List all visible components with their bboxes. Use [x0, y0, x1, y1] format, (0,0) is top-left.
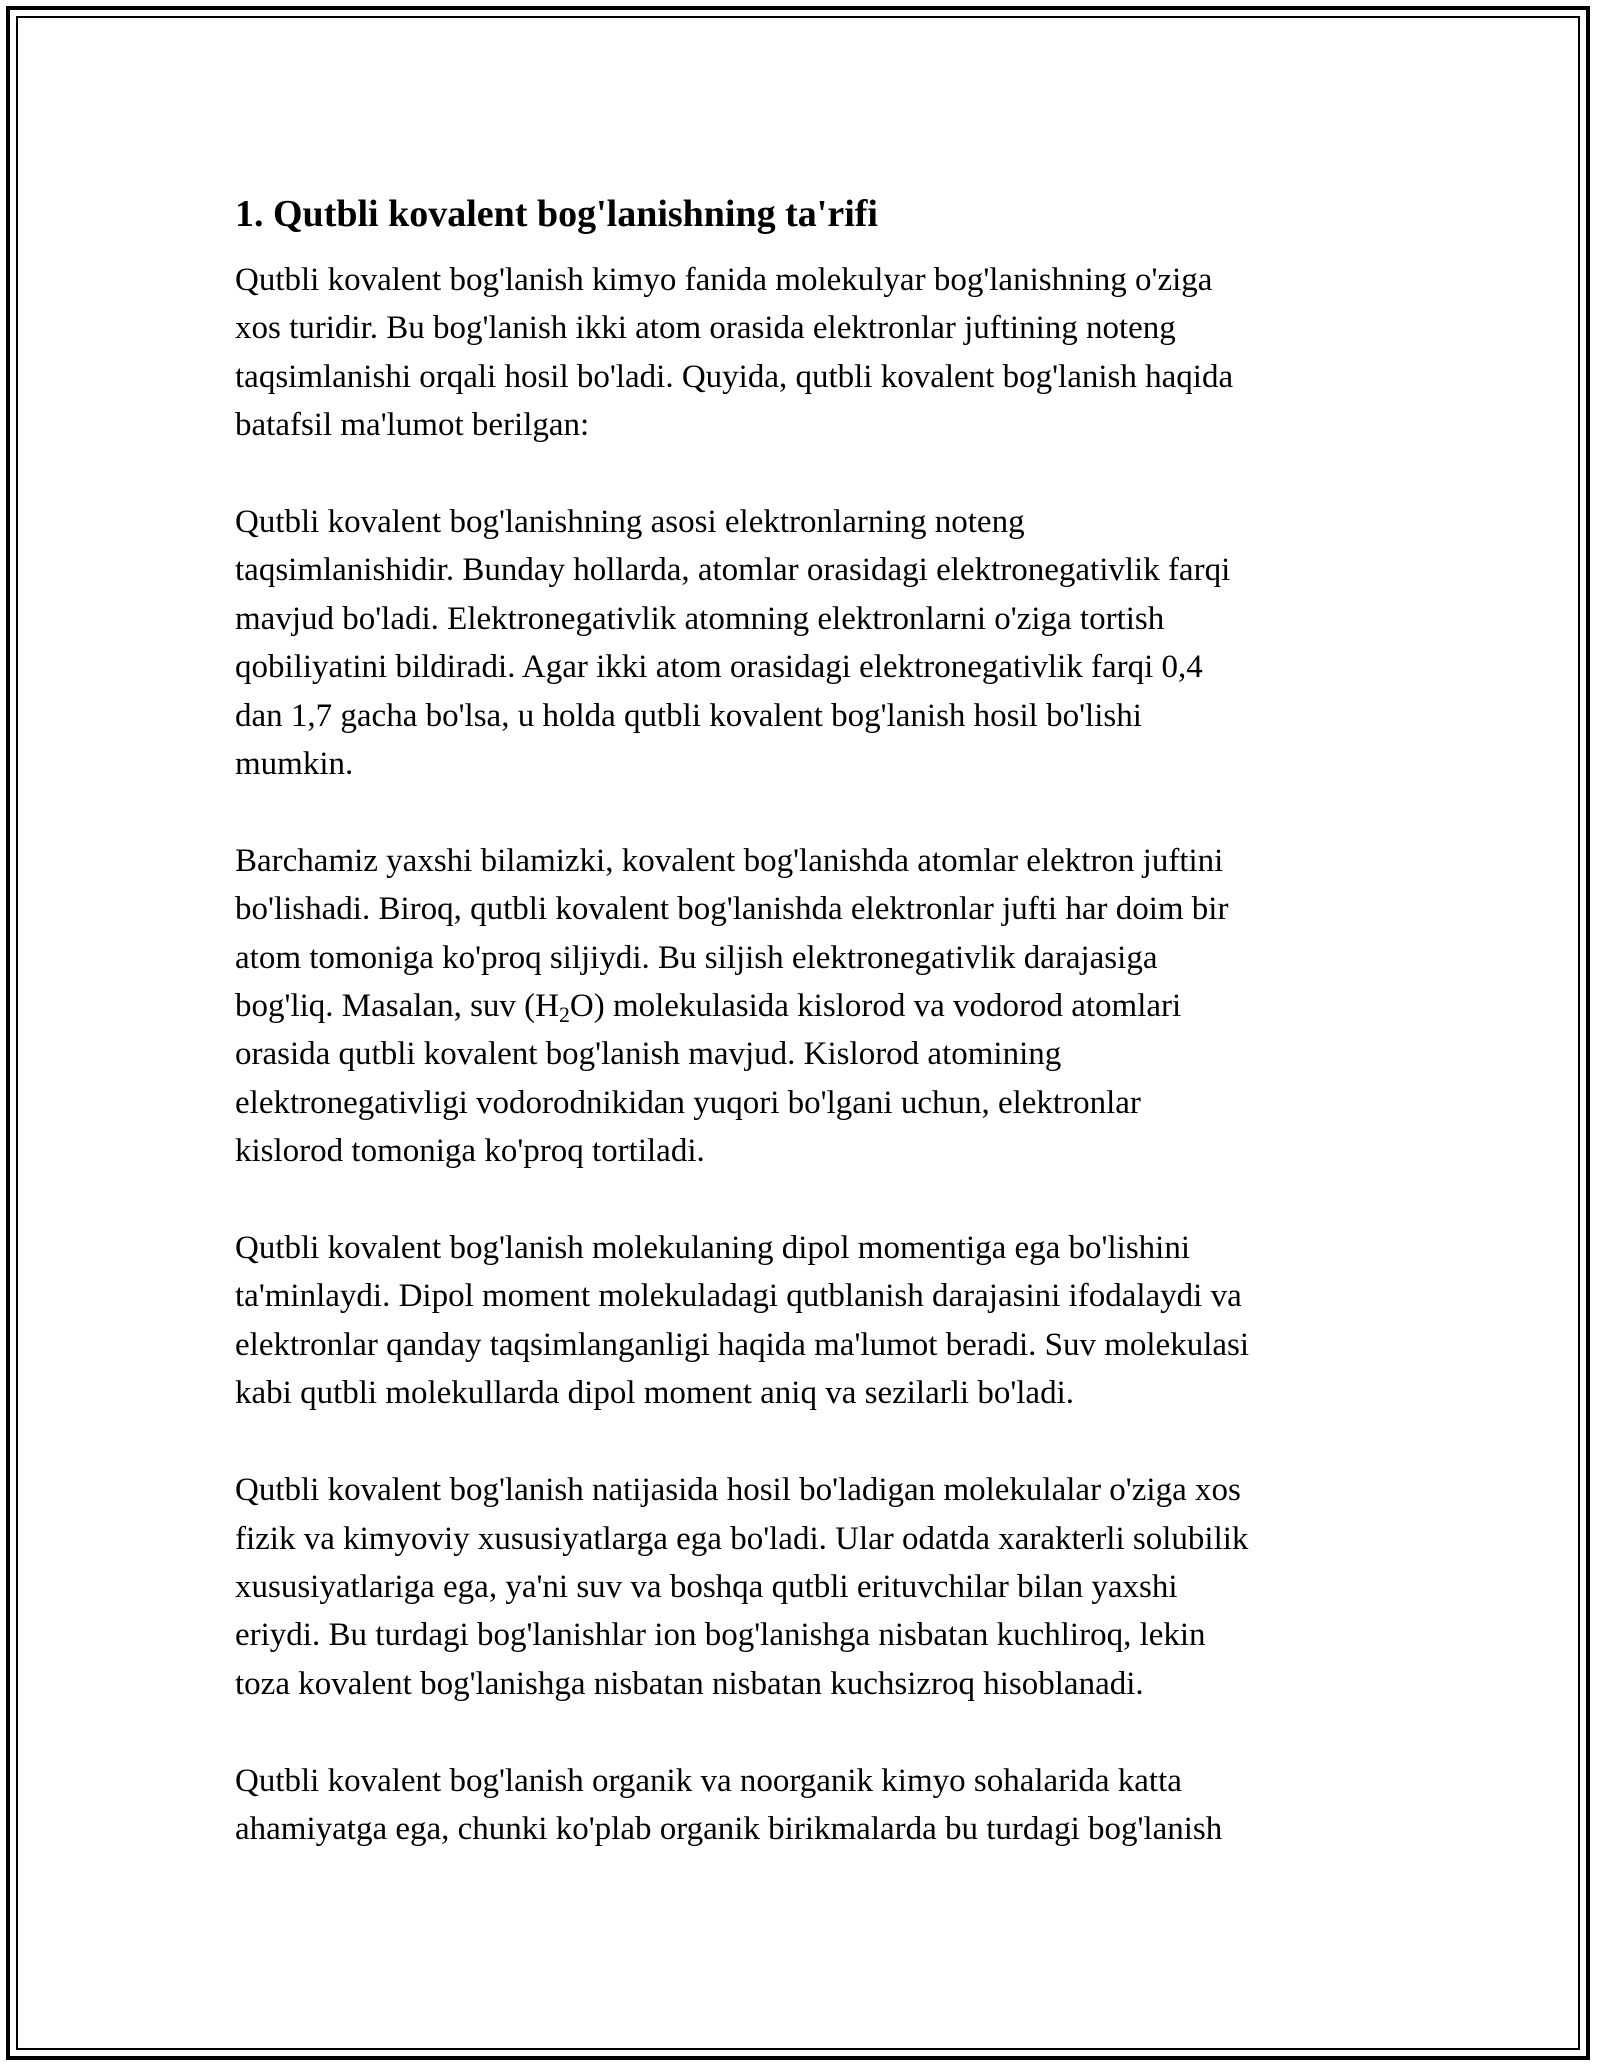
document-body: [235, 188, 1370, 1853]
text-line: taqsimlanishidir. Bunday hollarda, atomlar orasidagi elektronegativlik farqi: [235, 552, 1231, 589]
text-line: Qutbli kovalent bog'lanish molekulaning dipol momentiga ega bo'lishini: [235, 1230, 1191, 1267]
formula-subscript: 2: [559, 1003, 570, 1028]
text-line: dan 1,7 gacha bo'lsa, u holda qutbli kovalent bog'lanish hosil bo'lishi: [235, 697, 1142, 734]
text-line: toza kovalent bog'lanishga nisbatan nisbatan kuchsizroq hisoblanadi.: [235, 1665, 1144, 1702]
paragraph-electronegativity: [235, 498, 1370, 788]
text-line: mumkin.: [235, 746, 354, 783]
text-line: elektronlar qanday taqsimlanganligi haqida ma'lumot beradi. Suv molekulasi: [235, 1326, 1250, 1363]
text-line: Qutbli kovalent bog'lanish natijasida hosil bo'ladigan molekulalar o'ziga xos: [235, 1472, 1241, 1509]
text-line: Qutbli kovalent bog'lanishning asosi elektronlarning noteng: [235, 504, 1025, 541]
text-line: taqsimlanishi orqali hosil bo'ladi. Quyida, qutbli kovalent bog'lanish haqida: [235, 358, 1234, 395]
text-line: xos turidir. Bu bog'lanish ikki atom orasida elektronlar juftining noteng: [235, 310, 1176, 347]
text-line: qobiliyatini bildiradi. Agar ikki atom orasidagi elektronegativlik farqi 0,4: [235, 649, 1203, 686]
formula-line: [235, 988, 1182, 1028]
text-line: kabi qutbli molekullarda dipol moment aniq va sezilarli bo'ladi.: [235, 1375, 1075, 1412]
text-line: ta'minlaydi. Dipol moment molekuladagi qutblanish darajasini ifodalaydi va: [235, 1278, 1242, 1315]
text-line: elektronegativligi vodorodnikidan yuqori bo'lgani uchun, elektronlar: [235, 1084, 1141, 1121]
formula-text-before: bog'liq. Masalan, suv (H: [235, 988, 559, 1025]
text-line: mavjud bo'ladi. Elektronegativlik atomning elektronlarni o'ziga tortish: [235, 600, 1165, 637]
text-line: kislorod tomoniga ko'proq tortiladi.: [235, 1133, 705, 1170]
paragraph-properties: [235, 1466, 1370, 1708]
paragraph-intro: [235, 256, 1370, 450]
text-line: Barchamiz yaxshi bilamizki, kovalent bog'lanishda atomlar elektron juftini: [235, 842, 1224, 879]
paragraph-importance: [235, 1757, 1370, 1854]
text-line: orasida qutbli kovalent bog'lanish mavjud. Kislorod atomining: [235, 1036, 1062, 1073]
section-heading: 1. Qutbli kovalent bog'lanishning ta'rifi: [235, 193, 878, 235]
text-line: ahamiyatga ega, chunki ko'plab organik birikmalarda bu turdagi bog'lanish: [235, 1810, 1223, 1847]
text-line: atom tomoniga ko'proq siljiydi. Bu siljish elektronegativlik darajasiga: [235, 939, 1158, 976]
text-line: batafsil ma'lumot berilgan:: [235, 407, 590, 444]
text-line: xususiyatlariga ega, ya'ni suv va boshqa qutbli erituvchilar bilan yaxshi: [235, 1568, 1178, 1605]
text-line: Qutbli kovalent bog'lanish organik va noorganik kimyo sohalarida katta: [235, 1762, 1182, 1799]
text-line: eriydi. Bu turdagi bog'lanishlar ion bog'lanishga nisbatan kuchliroq, lekin: [235, 1617, 1206, 1654]
paragraph-electron-shift: [235, 837, 1370, 1176]
text-line: bo'lishadi. Biroq, qutbli kovalent bog'lanishda elektronlar jufti har doim bir: [235, 891, 1229, 928]
text-line: Qutbli kovalent bog'lanish kimyo fanida molekulyar bog'lanishning o'ziga: [235, 262, 1213, 298]
formula-text-after: O) molekulasida kislorod va vodorod atomlari: [569, 988, 1182, 1025]
paragraph-dipole-moment: [235, 1224, 1370, 1418]
text-line: fizik va kimyoviy xususiyatlarga ega bo'ladi. Ular odatda xarakterli solubilik: [235, 1520, 1249, 1557]
